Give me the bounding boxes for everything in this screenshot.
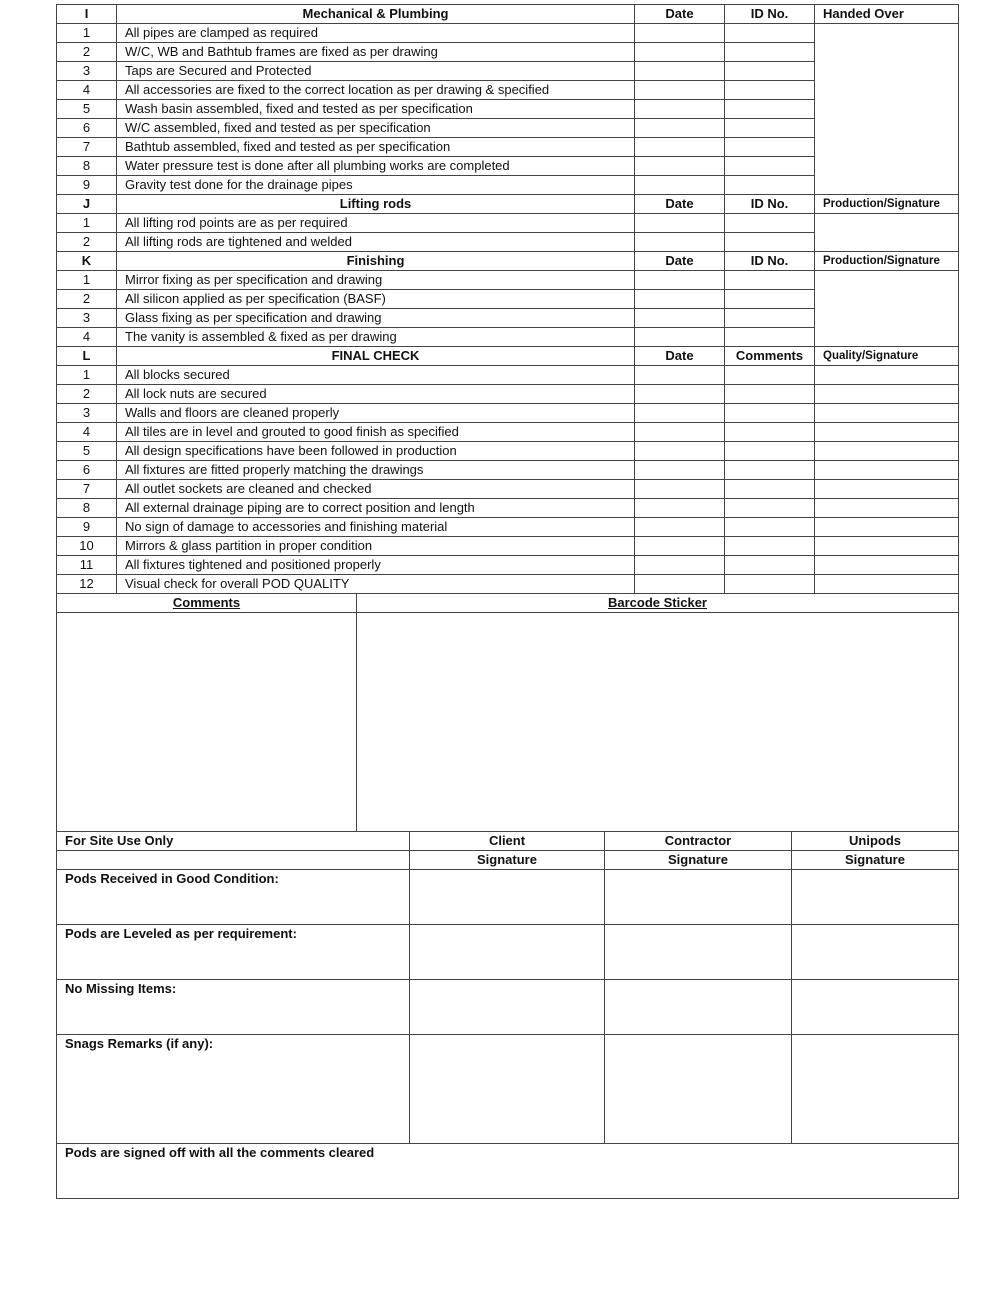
date-cell[interactable] (635, 119, 725, 138)
sign-header-i: Handed Over (815, 5, 959, 24)
id-cell[interactable] (725, 423, 815, 442)
item-number: 6 (57, 461, 117, 480)
client-sign-received[interactable] (410, 870, 605, 925)
item-number: 12 (57, 575, 117, 594)
id-cell[interactable] (725, 442, 815, 461)
item-description: Wash basin assembled, fixed and tested as per specification (117, 100, 635, 119)
client-signature-header: Signature (410, 851, 605, 870)
checklist-row (57, 423, 959, 442)
unipods-sign-leveled[interactable] (792, 925, 959, 980)
contractor-sign-missing[interactable] (605, 980, 792, 1035)
item-number: 9 (57, 518, 117, 537)
date-cell[interactable] (635, 176, 725, 195)
date-header-i: Date (635, 5, 725, 24)
item-number: 8 (57, 157, 117, 176)
id-cell[interactable] (725, 309, 815, 328)
item-number: 1 (57, 366, 117, 385)
site-row-received: Pods Received in Good Condition: (57, 870, 410, 925)
item-description: Visual check for overall POD QUALITY (117, 575, 635, 594)
item-description: All fixtures are fitted properly matching the drawings (117, 461, 635, 480)
checklist-row (57, 461, 959, 480)
section-header-row-l (57, 347, 959, 366)
sign-header-l: Quality/Signature (815, 347, 959, 366)
item-description: All silicon applied as per specification (BASF) (117, 290, 635, 309)
id-cell[interactable] (725, 366, 815, 385)
checklist-row (57, 385, 959, 404)
signature-cell[interactable] (815, 556, 959, 575)
site-use-title: For Site Use Only (57, 832, 410, 851)
item-number: 1 (57, 214, 117, 233)
site-row-leveled: Pods are Leveled as per requirement: (57, 925, 410, 980)
item-description: All outlet sockets are cleaned and checked (117, 480, 635, 499)
signature-cell-j[interactable] (815, 214, 959, 252)
id-cell[interactable] (725, 271, 815, 290)
item-description: All pipes are clamped as required (117, 24, 635, 43)
id-cell[interactable] (725, 157, 815, 176)
checklist-row (57, 271, 959, 290)
item-description: All fixtures tightened and positioned properly (117, 556, 635, 575)
date-header-l: Date (635, 347, 725, 366)
signature-cell-k[interactable] (815, 271, 959, 347)
signature-cell[interactable] (815, 575, 959, 594)
date-cell[interactable] (635, 423, 725, 442)
signature-cell-i[interactable] (815, 24, 959, 195)
date-cell[interactable] (635, 461, 725, 480)
id-cell[interactable] (725, 385, 815, 404)
date-cell[interactable] (635, 271, 725, 290)
item-description: Mirror fixing as per specification and drawing (117, 271, 635, 290)
item-description: All lifting rods are tightened and welded (117, 233, 635, 252)
item-number: 3 (57, 309, 117, 328)
item-description: All lock nuts are secured (117, 385, 635, 404)
date-cell[interactable] (635, 309, 725, 328)
date-cell[interactable] (635, 480, 725, 499)
site-row-snags: Snags Remarks (if any): (57, 1035, 410, 1144)
item-description: All blocks secured (117, 366, 635, 385)
id-cell[interactable] (725, 404, 815, 423)
item-number: 2 (57, 290, 117, 309)
signature-cell[interactable] (815, 385, 959, 404)
item-number: 8 (57, 499, 117, 518)
id-cell[interactable] (725, 499, 815, 518)
checklist-row (57, 442, 959, 461)
id-cell[interactable] (725, 537, 815, 556)
id-header-k: ID No. (725, 252, 815, 271)
item-description: All lifting rod points are as per required (117, 214, 635, 233)
date-cell[interactable] (635, 385, 725, 404)
contractor-signature-header: Signature (605, 851, 792, 870)
checklist-row (57, 366, 959, 385)
item-number: 3 (57, 404, 117, 423)
id-cell[interactable] (725, 119, 815, 138)
id-cell[interactable] (725, 518, 815, 537)
checklist-sheet (56, 4, 958, 1199)
checklist-row (57, 518, 959, 537)
checklist-row (57, 575, 959, 594)
date-cell[interactable] (635, 575, 725, 594)
client-sign-leveled[interactable] (410, 925, 605, 980)
item-number: 5 (57, 442, 117, 461)
checklist-row (57, 499, 959, 518)
date-cell[interactable] (635, 24, 725, 43)
item-description: Gravity test done for the drainage pipes (117, 176, 635, 195)
id-cell[interactable] (725, 214, 815, 233)
id-cell[interactable] (725, 176, 815, 195)
unipods-header: Unipods (792, 832, 959, 851)
item-number: 6 (57, 119, 117, 138)
item-number: 1 (57, 24, 117, 43)
signature-cell[interactable] (815, 423, 959, 442)
section-key-l: L (57, 347, 117, 366)
checklist-row (57, 214, 959, 233)
site-row-signoff: Pods are signed off with all the comments cleared (57, 1144, 959, 1199)
id-cell[interactable] (725, 100, 815, 119)
id-cell[interactable] (725, 480, 815, 499)
site-row-missing: No Missing Items: (57, 980, 410, 1035)
client-sign-snags[interactable] (410, 1035, 605, 1144)
item-number: 11 (57, 556, 117, 575)
id-cell[interactable] (725, 575, 815, 594)
date-cell[interactable] (635, 366, 725, 385)
date-cell[interactable] (635, 328, 725, 347)
item-description: Glass fixing as per specification and drawing (117, 309, 635, 328)
date-cell[interactable] (635, 518, 725, 537)
id-cell[interactable] (725, 233, 815, 252)
date-cell[interactable] (635, 404, 725, 423)
date-cell[interactable] (635, 233, 725, 252)
id-cell[interactable] (725, 461, 815, 480)
item-description: Walls and floors are cleaned properly (117, 404, 635, 423)
item-description: All tiles are in level and grouted to good finish as specified (117, 423, 635, 442)
signature-cell[interactable] (815, 499, 959, 518)
section-header-row-i (57, 5, 959, 24)
id-cell[interactable] (725, 556, 815, 575)
comments-title: Comments (57, 594, 357, 613)
site-use-table (56, 831, 959, 1199)
date-cell[interactable] (635, 442, 725, 461)
checklist-row (57, 556, 959, 575)
date-cell[interactable] (635, 100, 725, 119)
item-number: 2 (57, 233, 117, 252)
comments-barcode-table (56, 593, 959, 832)
section-key-k: K (57, 252, 117, 271)
item-description: All design specifications have been followed in production (117, 442, 635, 461)
unipods-signature-header: Signature (792, 851, 959, 870)
contractor-sign-leveled[interactable] (605, 925, 792, 980)
checklist-row (57, 404, 959, 423)
signature-cell[interactable] (815, 480, 959, 499)
checklist-table (56, 4, 959, 594)
section-header-row-j (57, 195, 959, 214)
section-title-j: Lifting rods (117, 195, 635, 214)
item-number: 4 (57, 81, 117, 100)
id-header-l: Comments (725, 347, 815, 366)
date-cell[interactable] (635, 556, 725, 575)
date-header-j: Date (635, 195, 725, 214)
signature-cell[interactable] (815, 461, 959, 480)
sign-header-k: Production/Signature (815, 252, 959, 271)
contractor-sign-snags[interactable] (605, 1035, 792, 1144)
section-title-l: FINAL CHECK (117, 347, 635, 366)
item-description: All accessories are fixed to the correct location as per drawing & specified (117, 81, 635, 100)
item-number: 7 (57, 480, 117, 499)
unipods-sign-snags[interactable] (792, 1035, 959, 1144)
date-cell[interactable] (635, 43, 725, 62)
comments-box[interactable] (57, 613, 357, 832)
signature-cell[interactable] (815, 537, 959, 556)
date-cell[interactable] (635, 499, 725, 518)
date-header-k: Date (635, 252, 725, 271)
date-cell[interactable] (635, 157, 725, 176)
id-cell[interactable] (725, 290, 815, 309)
barcode-sticker-box (357, 613, 959, 832)
signature-cell[interactable] (815, 442, 959, 461)
id-cell[interactable] (725, 81, 815, 100)
id-header-j: ID No. (725, 195, 815, 214)
id-cell[interactable] (725, 328, 815, 347)
checklist-row (57, 24, 959, 43)
section-header-row-k (57, 252, 959, 271)
item-description: Water pressure test is done after all plumbing works are completed (117, 157, 635, 176)
date-cell[interactable] (635, 62, 725, 81)
item-number: 2 (57, 385, 117, 404)
item-description: Mirrors & glass partition in proper condition (117, 537, 635, 556)
item-number: 4 (57, 423, 117, 442)
section-key-j: J (57, 195, 117, 214)
item-description: W/C assembled, fixed and tested as per specification (117, 119, 635, 138)
item-description: Bathtub assembled, fixed and tested as per specification (117, 138, 635, 157)
item-description: The vanity is assembled & fixed as per drawing (117, 328, 635, 347)
date-cell[interactable] (635, 214, 725, 233)
signature-cell[interactable] (815, 518, 959, 537)
client-header: Client (410, 832, 605, 851)
id-cell[interactable] (725, 138, 815, 157)
date-cell[interactable] (635, 81, 725, 100)
client-sign-missing[interactable] (410, 980, 605, 1035)
checklist-row (57, 537, 959, 556)
contractor-sign-received[interactable] (605, 870, 792, 925)
item-number: 7 (57, 138, 117, 157)
item-number: 5 (57, 100, 117, 119)
unipods-sign-missing[interactable] (792, 980, 959, 1035)
id-cell[interactable] (725, 62, 815, 81)
signature-cell[interactable] (815, 404, 959, 423)
sign-header-j: Production/Signature (815, 195, 959, 214)
id-header-i: ID No. (725, 5, 815, 24)
item-description: All external drainage piping are to correct position and length (117, 499, 635, 518)
id-cell[interactable] (725, 24, 815, 43)
unipods-sign-received[interactable] (792, 870, 959, 925)
item-number: 9 (57, 176, 117, 195)
contractor-header: Contractor (605, 832, 792, 851)
item-number: 1 (57, 271, 117, 290)
section-title-i: Mechanical & Plumbing (117, 5, 635, 24)
date-cell[interactable] (635, 290, 725, 309)
checklist-row (57, 480, 959, 499)
item-number: 2 (57, 43, 117, 62)
item-number: 3 (57, 62, 117, 81)
site-blank-cell (57, 851, 410, 870)
id-cell[interactable] (725, 43, 815, 62)
item-description: No sign of damage to accessories and finishing material (117, 518, 635, 537)
date-cell[interactable] (635, 138, 725, 157)
item-description: W/C, WB and Bathtub frames are fixed as per drawing (117, 43, 635, 62)
date-cell[interactable] (635, 537, 725, 556)
item-number: 10 (57, 537, 117, 556)
item-number: 4 (57, 328, 117, 347)
section-title-k: Finishing (117, 252, 635, 271)
signature-cell[interactable] (815, 366, 959, 385)
barcode-title: Barcode Sticker (357, 594, 959, 613)
item-description: Taps are Secured and Protected (117, 62, 635, 81)
section-key-i: I (57, 5, 117, 24)
